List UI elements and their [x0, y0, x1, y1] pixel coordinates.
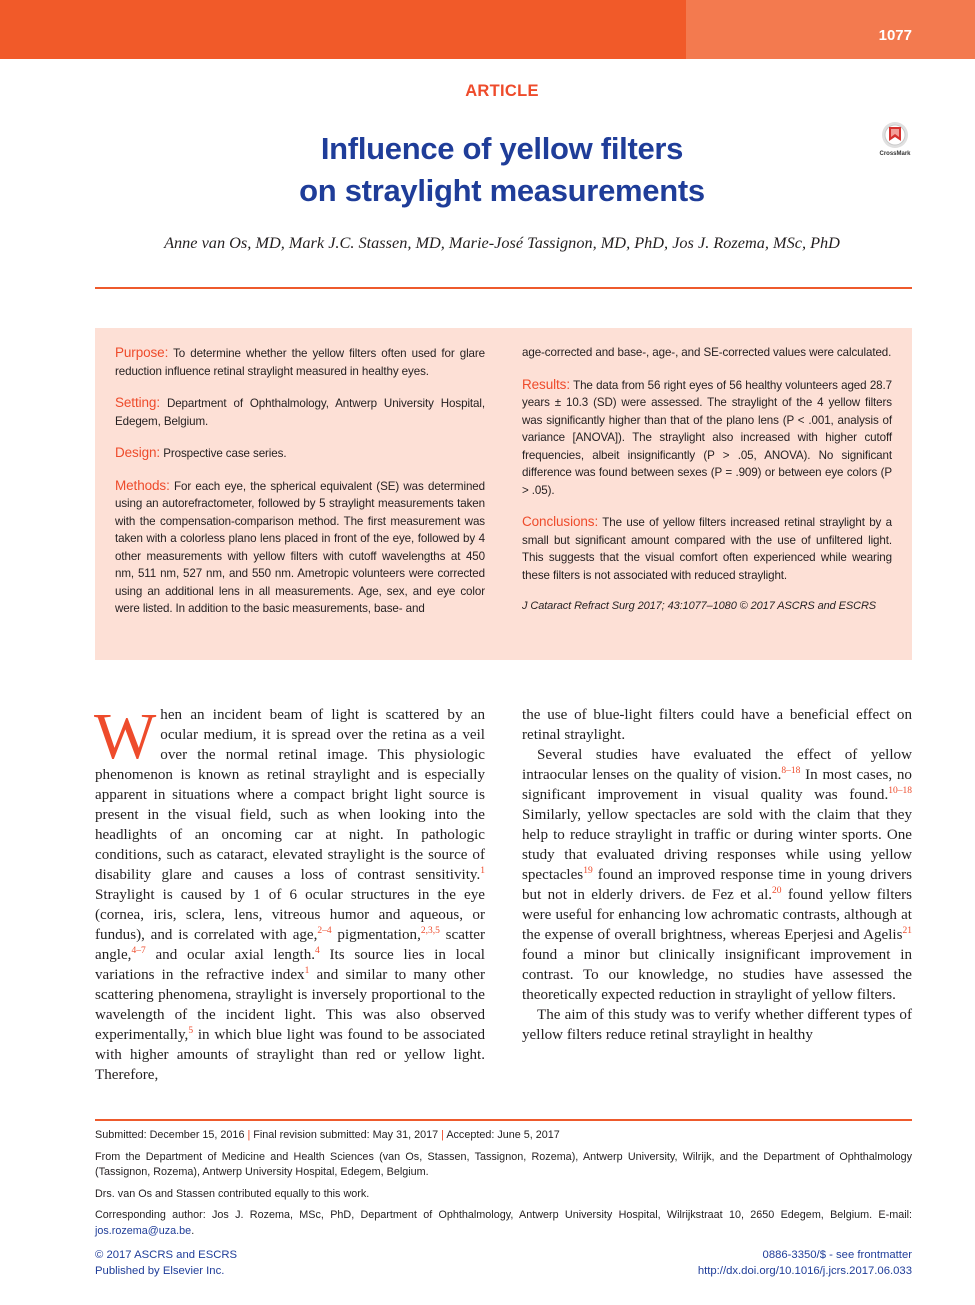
- abstract-purpose: [115, 344, 485, 380]
- abstract-conclusions: [522, 513, 892, 584]
- purpose-text: To determine whether the yellow filters often used for glare reduction influence retinal straylight measured in healthy eyes.: [115, 347, 485, 378]
- header-bar: [0, 0, 686, 59]
- issn: 0886-3350/$ - see frontmatter: [762, 1249, 912, 1261]
- reference-citation[interactable]: 4: [315, 946, 320, 956]
- abstract-box: [95, 328, 912, 660]
- reference-citation[interactable]: 20: [772, 886, 782, 896]
- abstract-left-column: [115, 344, 485, 632]
- methods-heading: Methods:: [115, 477, 170, 493]
- reference-citation[interactable]: 19: [583, 866, 593, 876]
- title-line-1: Influence of yellow filters: [320, 131, 684, 166]
- conclusions-heading: Conclusions:: [522, 514, 599, 529]
- section-label: ARTICLE: [465, 82, 539, 100]
- results-heading: Results:: [522, 376, 570, 392]
- corresponding-author: [95, 1208, 912, 1239]
- reference-citation[interactable]: 1: [480, 866, 485, 876]
- body-text: Straylight is caused by 1 of 6 ocular structures in the eye (cornea, iris, sclera, lens, vitreous humor and aqueous, or fundus), and is correlated with age,: [95, 887, 485, 943]
- methods-text: For each eye, the spherical equivalent (SE) was determined using an autorefractometer, followed by 5 straylight measurements taken with the compensation-comparison method. The first measurement was taken with a colorless plano lens placed in front of the eye, followed by 4 other measurements with yellow filters with cutoff wavelengths at 450 nm, 511 nm, 527 nm, and 550 nm. Ametropic volunteers were corrected using an additional lens in all measurements. Age, sex, and eye color were listed. In addition to the basic measurements, base- and: [115, 479, 485, 615]
- setting-text: Department of Ophthalmology, Antwerp University Hospital, Edegem, Belgium.: [115, 397, 485, 428]
- affiliation-note: From the Department of Medicine and Health Sciences (van Os, Stassen, Tassignon, Rozema), Antwerp University, Wilrijk, and the Department of Ophthalmology (Tassignon, Rozema), Antwerp University Hospital, Edegem, Belgium.: [95, 1150, 912, 1178]
- body-text: found a minor but clinically insignificant improvement in contrast. To our knowledge, no studies have assessed the theoretically expected reduction in straylight of yellow filters.: [522, 947, 912, 1003]
- body-text: scatter angle,: [95, 927, 486, 963]
- conclusions-text: The use of yellow filters increased retinal straylight by a small but significant amount compared with the use of unfiltered light. This suggests that the visual comfort often experienced while wearing these filters is not associated with reduced straylight.: [522, 516, 892, 582]
- body-text: In most cases, no significant improvement in visual quality was found.: [522, 767, 912, 803]
- page-number: 1077: [878, 27, 912, 44]
- intro-paragraph-1-continued: the use of blue-light filters could have a beneficial effect on retinal straylight.: [522, 707, 912, 743]
- corresponding-end: .: [191, 1224, 195, 1237]
- journal-citation: J Cataract Refract Surg 2017; 43:1077–1080 © 2017 ASCRS and ESCRS: [522, 600, 877, 612]
- body-text: Similarly, yellow spectacles are sold with the claim that they help to reduce straylight in traffic or during winter sports. One study that evaluated driving responses while using yellow spectacles: [522, 807, 912, 883]
- reference-citation[interactable]: 2–4: [317, 926, 332, 936]
- author-list: Anne van Os, MD, Mark J.C. Stassen, MD, Marie-José Tassignon, MD, PhD, Jos J. Rozema, MSc, PhD: [164, 233, 840, 252]
- reference-citation[interactable]: 4–7: [131, 946, 146, 956]
- footnotes: [95, 1128, 912, 1245]
- footnote-divider: [95, 1119, 912, 1121]
- email-link[interactable]: jos.rozema@uza.be: [95, 1224, 192, 1237]
- title-line-2: on straylight measurements: [299, 173, 705, 208]
- divider: [95, 287, 912, 289]
- design-heading: Design:: [115, 445, 161, 460]
- reference-citation[interactable]: 10–18: [888, 786, 912, 796]
- accepted-date: Accepted: June 5, 2017: [446, 1129, 560, 1141]
- separator: |: [247, 1129, 251, 1141]
- header-bar-right: [686, 0, 975, 59]
- submission-dates: [95, 1128, 912, 1144]
- results-text: The data from 56 right eyes of 56 healthy volunteers aged 28.7 years ± 10.3 (SD) were assessed. The straylight of the 4 yellow filters was significantly higher than that of the plano lens (P < .001, analysis of variance [ANOVA]). The straylight also increased with higher cutoff frequencies, albeit insignificantly (P > .05, ANOVA). No significant difference was found between sexes (P = .909) or between eye colors (P > .05).: [522, 378, 892, 497]
- abstract-methods: [115, 477, 485, 618]
- body-text: in which blue light was found to be associated with higher amounts of straylight than red or yellow light. Therefore,: [95, 1027, 485, 1083]
- crossmark-label: CrossMark: [879, 151, 911, 157]
- methods-continued: age-corrected and base-, age-, and SE-corrected values were calculated.: [522, 346, 892, 359]
- body-text: hen an incident beam of light is scattered by an ocular medium, it is spread over the retina as a veil over the normal retinal image. This physiologic phenomenon is known as retinal straylight and is especially apparent in situations where a compact bright light source is present in the visual field, such as when looking into the headlights of an oncoming car at night. In pathologic conditions, such as cataract, elevated straylight is the source of disability glare and causes a loss of contrast sensitivity.: [95, 707, 485, 883]
- reference-citation[interactable]: 21: [902, 926, 912, 936]
- footer-left: [95, 1248, 237, 1279]
- body-text: found an improved response time in young drivers but not in elderly drivers. de Fez et al.: [522, 867, 912, 903]
- body-right-column: [522, 705, 912, 1045]
- reference-citation[interactable]: 5: [188, 1026, 194, 1036]
- reference-citation[interactable]: 2,3,5: [420, 926, 440, 936]
- abstract-design: [115, 444, 485, 463]
- footer-right: [698, 1248, 912, 1279]
- submitted-date: Submitted: December 15, 2016: [95, 1129, 245, 1141]
- body-text: pigmentation,: [331, 927, 421, 943]
- contribution-note: Drs. van Os and Stassen contributed equally to this work.: [95, 1187, 370, 1200]
- revision-date: Final revision submitted: May 31, 2017: [253, 1129, 439, 1141]
- intro-paragraph-3: The aim of this study was to verify whether different types of yellow filters reduce retinal straylight in healthy: [522, 1007, 912, 1043]
- design-text: Prospective case series.: [160, 447, 287, 460]
- body-text: Its source lies in local variations in the refractive index: [95, 947, 486, 983]
- reference-citation[interactable]: 1: [304, 966, 310, 976]
- drop-cap: W: [94, 700, 157, 773]
- body-text: and similar to many other scattering phenomena, straylight is inversely proportional to the wavelength of the incident light. This was also observed experimentally,: [95, 967, 485, 1043]
- article-title: [0, 128, 975, 212]
- intro-paragraph-2: [522, 745, 912, 1005]
- abstract-setting: [115, 394, 485, 430]
- crossmark-icon[interactable]: [876, 121, 914, 161]
- intro-paragraph-1: [94, 700, 486, 1085]
- publisher: Published by Elsevier Inc.: [95, 1264, 225, 1277]
- body-text: and ocular axial length.: [145, 947, 316, 963]
- body-left-column: [94, 700, 486, 1085]
- copyright: © 2017 ASCRS and ESCRS: [95, 1249, 238, 1261]
- reference-citation[interactable]: 8–18: [781, 766, 801, 776]
- setting-heading: Setting:: [115, 395, 160, 410]
- body-text: found yellow filters were useful for enhancing low achromatic contrasts, although at the expense of overall brightness, whereas Eperjesi and Agelis: [522, 887, 912, 943]
- purpose-heading: Purpose:: [115, 345, 169, 360]
- abstract-results: [522, 376, 892, 500]
- body-text: Several studies have evaluated the effect of yellow intraocular lenses on the quality of vision.: [522, 747, 912, 783]
- separator: |: [441, 1129, 444, 1141]
- corresponding-text: Corresponding author: Jos J. Rozema, MSc, PhD, Department of Ophthalmology, Antwerp University Hospital, Wilrijkstraat 10, 2650 Edegem, Belgium. E-mail:: [95, 1209, 912, 1221]
- abstract-right-column: [522, 344, 892, 630]
- doi-link[interactable]: http://dx.doi.org/10.1016/j.jcrs.2017.06.033: [697, 1264, 912, 1277]
